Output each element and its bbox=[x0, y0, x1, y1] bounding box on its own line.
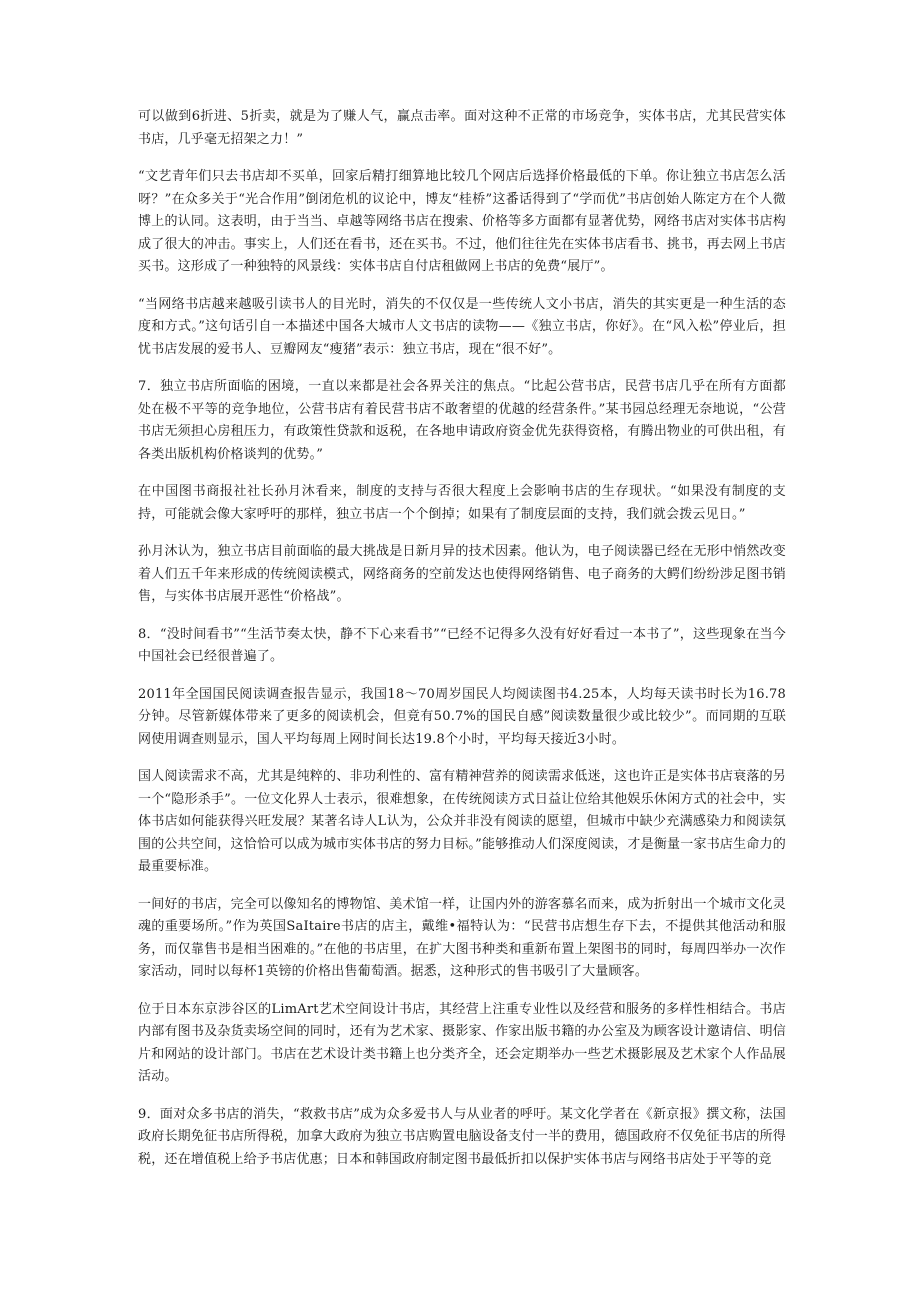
paragraph-1: 可以做到6折进、5折卖，就是为了赚人气，赢点击率。面对这种不正常的市场竞争，实体书店，尤其民营实体书店，几乎毫无招架之力！” bbox=[138, 109, 786, 147]
paragraph-5: 在中国图书商报社社长孙月沐看来，制度的支持与否很大程度上会影响书店的生存现状。“如果没有制度的支持，可能就会像大家呼吁的那样，独立书店一个个倒掉；如果有了制度层面的支持，我们就会拨云见日。” bbox=[138, 484, 786, 522]
paragraph-3: “当网络书店越来越吸引读书人的目光时，消失的不仅仅是一些传统人文小书店，消失的其实更是一种生活的态度和方式。”这句话引自一本描述中国各大城市人文书店的读物——《独立书店，你好》。在“风入松”停业后，担忧书店发展的爱书人、豆瓣网友“瘦猪”表示：独立书店，现在“很不好”。 bbox=[138, 296, 786, 357]
paragraph-7: 8．“没时间看书”“生活节奏太快，静不下心来看书”“已经不记得多久没有好好看过一本书了”，这些现象在当今中国社会已经很普遍了。 bbox=[138, 626, 786, 664]
paragraph-4: 7．独立书店所面临的困境，一直以来都是社会各界关注的焦点。“比起公营书店，民营书店几乎在所有方面都处在极不平等的竞争地位，公营书店有着民营书店不敢奢望的优越的经营条件。”某书园总经理无奈地说，“公营书店无须担心房租压力，有政策性贷款和返税，在各地申请政府资金优先获得资格，有腾出物业的可供出租，有各类出版机构价格谈判的优势。” bbox=[138, 379, 786, 462]
paragraph-9: 国人阅读需求不高，尤其是纯粹的、非功利性的、富有精神营养的阅读需求低迷，这也许正是实体书店衰落的另一个“隐形杀手”。一位文化界人士表示，很难想象，在传统阅读方式日益让位给其他娱乐休闲方式的社会中，实体书店如何能获得兴旺发展？某著名诗人L认为，公众并非没有阅读的愿望，但城市中缺少充满感染力和阅读氛围的公共空间，这恰恰可以成为城市实体书店的努力目标。”能够推动人们深度阅读，才是衡量一家书店生命力的最重要标准。 bbox=[138, 769, 786, 874]
paragraph-2: “文艺青年们只去书店却不买单，回家后精打细算地比较几个网店后选择价格最低的下单。你让独立书店怎么活呀？”在众多关于“光合作用”倒闭危机的议论中，博友“桂桥”这番话得到了“学而优”书店创始人陈定方在个人微博上的认同。这表明，由于当当、卓越等网络书店在搜索、价格等多方面都有显著优势，网络书店对实体书店构成了很大的冲击。事实上，人们还在看书，还在买书。不过，他们往往先在实体书店看书、挑书，再去网上书店买书。这形成了一种独特的风景线：实体书店自付店租做网上书店的免费“展厅”。 bbox=[138, 169, 786, 274]
paragraph-8: 2011年全国国民阅读调查报告显示，我国18～70周岁国民人均阅读图书4.25本，人均每天读书时长为16.78分钟。尽管新媒体带来了更多的阅读机会，但竟有50.7%的国民自感”阅读数量很少或比较少”。而同期的互联网使用调查则显示，国人平均每周上网时间长达19.8个小时，平均每天接近3小时。 bbox=[138, 686, 786, 747]
paragraph-11: 位于日本东京涉谷区的LimArt艺术空间设计书店，其经营上注重专业性以及经营和服务的多样性相结合。书店内部有图书及杂货卖场空间的同时，还有为艺术家、摄影家、作家出版书籍的办公室及为顾客设计邀请信、明信片和网站的设计部门。书店在艺术设计类书籍上也分类齐全，还会定期举办一些艺术摄影展及艺术家个人作品展活动。 bbox=[138, 1001, 786, 1084]
paragraph-6: 孙月沐认为，独立书店目前面临的最大挑战是日新月异的技术因素。他认为，电子阅读器已经在无形中悄然改变着人们五千年来形成的传统阅读模式，网络商务的空前发达也使得网络销售、电子商务的大鳄们纷纷涉足图书销售，与实体书店展开恶性“价格战”。 bbox=[138, 544, 786, 604]
article-body bbox=[138, 106, 786, 1186]
paragraph-10: 一间好的书店，完全可以像知名的博物馆、美术馆一样，让国内外的游客慕名而来，成为折射出一个城市文化灵魂的重要场所。”作为英国SaItaire书店的店主，戴维•福特认为：“民营书店想生存下去，不提供其他活动和服务，而仅靠售书是相当困难的。”在他的书店里，在扩大图书种类和重新布置上架图书的同时，每周四举办一次作家活动，同时以每杯1英镑的价格出售葡萄酒。据悉，这种形式的售书吸引了大量顾客。 bbox=[138, 896, 786, 979]
paragraph-12: 9．面对众多书店的消失，“救救书店”成为众多爱书人与从业者的呼吁。某文化学者在《新京报》撰文称，法国政府长期免征书店所得税，加拿大政府为独立书店购置电脑设备支付一半的费用，德国政府不仅免征书店的所得税，还在增值税上给予书店优惠；日本和韩国政府制定图书最低折扣以保护实体书店与网络书店处于平等的竞 bbox=[138, 1106, 786, 1167]
